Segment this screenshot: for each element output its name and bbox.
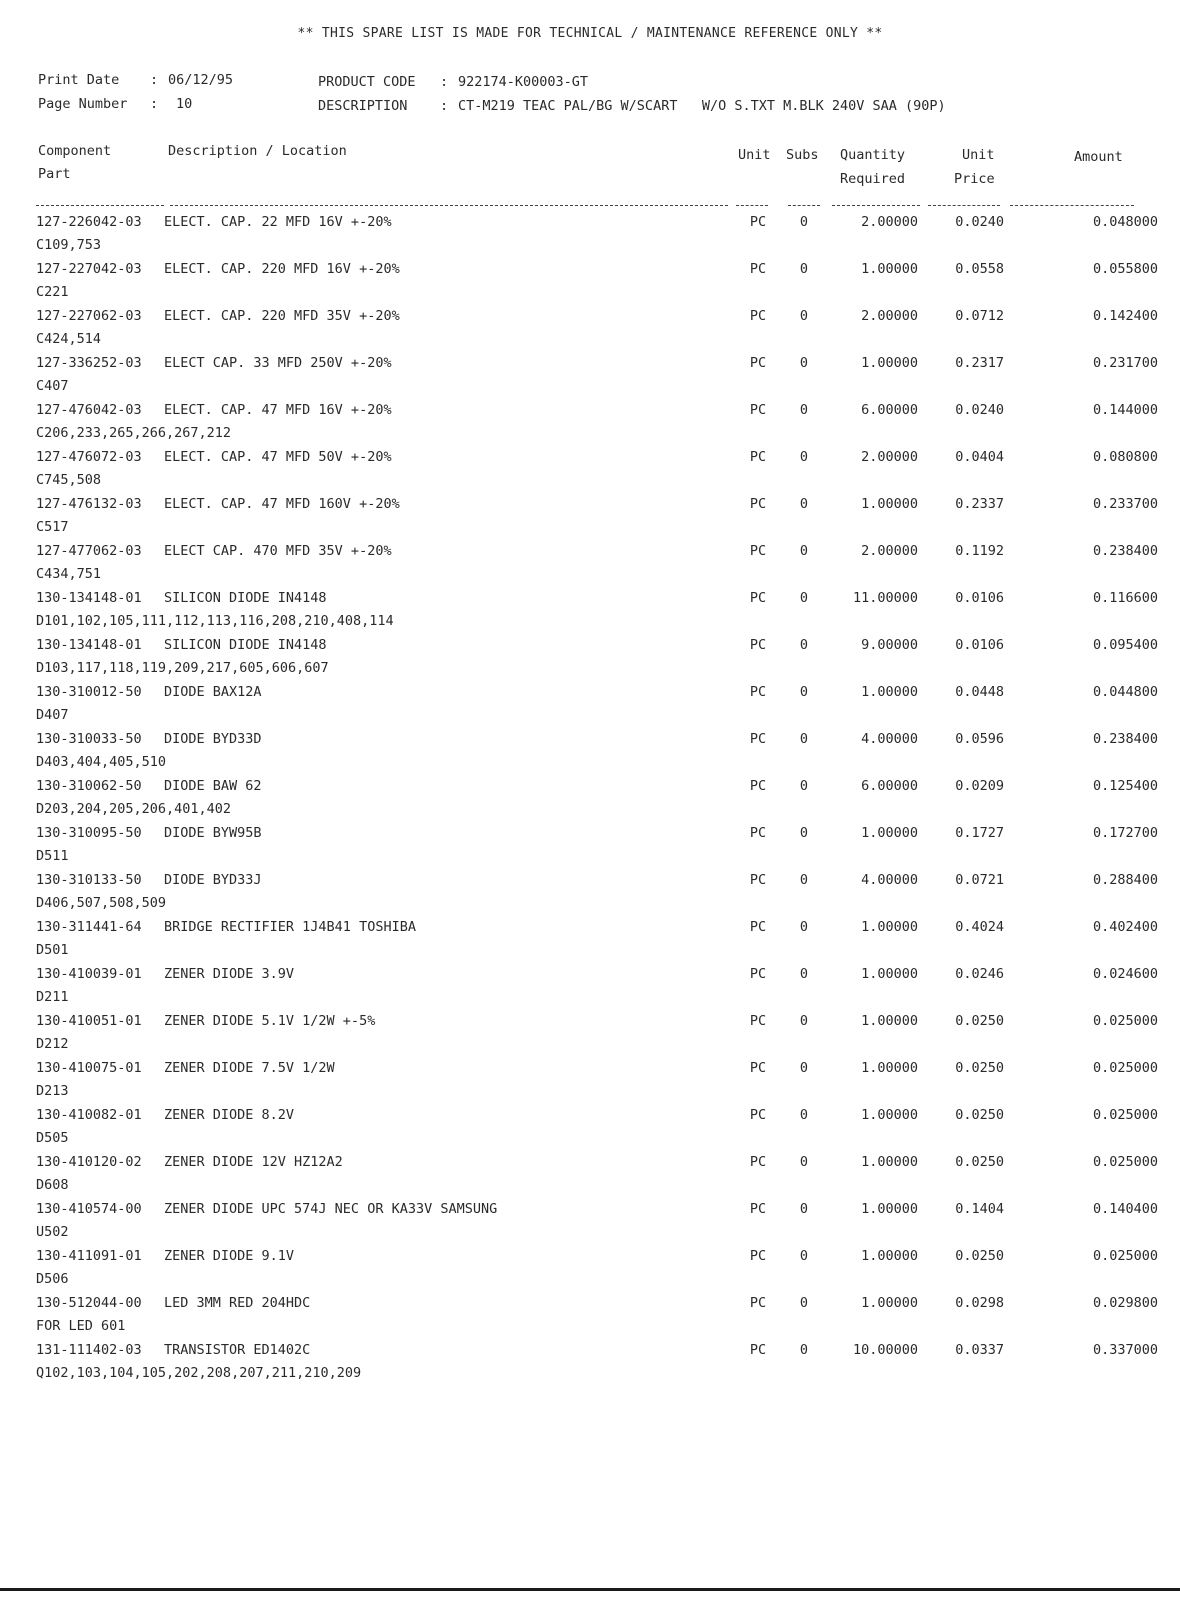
part-quantity: 2.00000 — [861, 448, 918, 465]
part-subs: 0 — [799, 1247, 809, 1264]
part-number: 130-410574-00 — [36, 1200, 142, 1217]
part-location: D403,404,405,510 — [36, 754, 167, 771]
part-unit-price: 0.2317 — [955, 354, 1004, 371]
part-amount: 0.231700 — [1092, 354, 1158, 371]
part-number: 130-134148-01 — [36, 589, 142, 606]
part-unit: PC — [749, 871, 767, 888]
part-location: C407 — [36, 378, 69, 395]
part-unit-price: 0.0106 — [955, 636, 1004, 653]
part-unit: PC — [749, 1294, 767, 1311]
part-description: ELECT. CAP. 220 MFD 16V +-20% — [164, 260, 400, 277]
part-amount: 0.144000 — [1092, 401, 1158, 418]
table-row-location — [36, 657, 1158, 681]
part-quantity: 1.00000 — [861, 683, 918, 700]
part-location: D101,102,105,111,112,113,116,208,210,408,114 — [36, 613, 394, 630]
separator-price — [928, 205, 1000, 206]
part-location: C206,233,265,266,267,212 — [36, 425, 232, 442]
part-description: ZENER DIODE 9.1V — [164, 1247, 295, 1264]
part-number: 130-411091-01 — [36, 1247, 142, 1264]
separator-qty — [832, 205, 920, 206]
part-subs: 0 — [799, 636, 809, 653]
part-amount: 0.095400 — [1092, 636, 1158, 653]
col-price: Price — [954, 171, 995, 187]
part-amount: 0.044800 — [1092, 683, 1158, 700]
part-location: C424,514 — [36, 331, 102, 348]
table-row — [36, 492, 1158, 516]
part-subs: 0 — [799, 542, 809, 559]
col-quantity: Quantity — [840, 147, 906, 163]
part-subs: 0 — [799, 965, 809, 982]
part-unit-price: 0.4024 — [955, 918, 1004, 935]
table-row — [36, 1056, 1158, 1080]
table-row-location — [36, 1315, 1158, 1339]
part-unit: PC — [749, 589, 767, 606]
part-description: DIODE BAX12A — [164, 683, 262, 700]
part-unit: PC — [749, 307, 767, 324]
part-unit-price: 0.0246 — [955, 965, 1004, 982]
part-number: 127-226042-03 — [36, 213, 142, 230]
part-subs: 0 — [799, 589, 809, 606]
table-row-location — [36, 986, 1158, 1010]
table-row — [36, 774, 1158, 798]
part-description: ELECT. CAP. 47 MFD 50V +-20% — [164, 448, 392, 465]
part-description: ELECT. CAP. 220 MFD 35V +-20% — [164, 307, 400, 324]
table-row-location — [36, 1362, 1158, 1386]
part-location: D406,507,508,509 — [36, 895, 167, 912]
table-row — [36, 257, 1158, 281]
table-row — [36, 445, 1158, 469]
table-row — [36, 586, 1158, 610]
part-description: DIODE BYD33J — [164, 871, 262, 888]
page-number-value: 10 — [176, 96, 193, 112]
part-unit-price: 0.0240 — [955, 213, 1004, 230]
part-unit: PC — [749, 495, 767, 512]
part-number: 127-477062-03 — [36, 542, 142, 559]
part-location: D511 — [36, 848, 69, 865]
part-description: ZENER DIODE 7.5V 1/2W — [164, 1059, 335, 1076]
table-row-location — [36, 939, 1158, 963]
part-number: 130-512044-00 — [36, 1294, 142, 1311]
parts-table-body — [36, 210, 1158, 1385]
part-number: 130-410051-01 — [36, 1012, 142, 1029]
col-amount: Amount — [1074, 149, 1123, 165]
product-code-colon: : — [440, 74, 449, 90]
table-row — [36, 915, 1158, 939]
part-location: C434,751 — [36, 566, 102, 583]
part-amount: 0.142400 — [1092, 307, 1158, 324]
table-row-location — [36, 845, 1158, 869]
part-amount: 0.025000 — [1092, 1012, 1158, 1029]
part-unit-price: 0.0337 — [955, 1341, 1004, 1358]
part-location: D213 — [36, 1083, 69, 1100]
part-number: 127-476132-03 — [36, 495, 142, 512]
part-location: C221 — [36, 284, 69, 301]
part-description: SILICON DIODE IN4148 — [164, 589, 327, 606]
print-date-colon: : — [150, 72, 159, 88]
table-row — [36, 304, 1158, 328]
part-number: 130-310095-50 — [36, 824, 142, 841]
part-quantity: 10.00000 — [852, 1341, 918, 1358]
part-amount: 0.025000 — [1092, 1153, 1158, 1170]
banner: ** THIS SPARE LIST IS MADE FOR TECHNICAL / MAINTENANCE REFERENCE ONLY ** — [297, 26, 883, 41]
part-amount: 0.172700 — [1092, 824, 1158, 841]
part-number: 130-311441-64 — [36, 918, 142, 935]
table-row — [36, 868, 1158, 892]
separator-desc — [170, 205, 728, 206]
part-unit: PC — [749, 1059, 767, 1076]
part-description: ELECT CAP. 470 MFD 35V +-20% — [164, 542, 392, 559]
table-row-location — [36, 1268, 1158, 1292]
part-unit: PC — [749, 1153, 767, 1170]
part-amount: 0.140400 — [1092, 1200, 1158, 1217]
part-unit-price: 0.0558 — [955, 260, 1004, 277]
table-row — [36, 539, 1158, 563]
part-unit: PC — [749, 1247, 767, 1264]
part-description: LED 3MM RED 204HDC — [164, 1294, 311, 1311]
part-subs: 0 — [799, 401, 809, 418]
part-description: BRIDGE RECTIFIER 1J4B41 TOSHIBA — [164, 918, 416, 935]
part-amount: 0.055800 — [1092, 260, 1158, 277]
part-quantity: 1.00000 — [861, 918, 918, 935]
table-row-location — [36, 1080, 1158, 1104]
table-row-location — [36, 1174, 1158, 1198]
part-number: 130-134148-01 — [36, 636, 142, 653]
table-row-location — [36, 469, 1158, 493]
part-subs: 0 — [799, 213, 809, 230]
part-location: C745,508 — [36, 472, 102, 489]
part-quantity: 1.00000 — [861, 260, 918, 277]
part-location: D211 — [36, 989, 69, 1006]
part-unit-price: 0.0250 — [955, 1012, 1004, 1029]
part-number: 130-310012-50 — [36, 683, 142, 700]
table-row-location — [36, 563, 1158, 587]
part-amount: 0.025000 — [1092, 1247, 1158, 1264]
part-location: D407 — [36, 707, 69, 724]
part-quantity: 1.00000 — [861, 1153, 918, 1170]
table-row-location — [36, 1221, 1158, 1245]
table-row — [36, 1103, 1158, 1127]
part-location: D103,117,118,119,209,217,605,606,607 — [36, 660, 329, 677]
separator-unit — [736, 205, 768, 206]
part-location: FOR LED 601 — [36, 1318, 126, 1335]
part-description: ZENER DIODE 8.2V — [164, 1106, 295, 1123]
part-quantity: 11.00000 — [852, 589, 918, 606]
part-location: D203,204,205,206,401,402 — [36, 801, 232, 818]
part-location: C109,753 — [36, 237, 102, 254]
part-quantity: 6.00000 — [861, 777, 918, 794]
part-number: 130-410039-01 — [36, 965, 142, 982]
table-row — [36, 1338, 1158, 1362]
print-date-label: Print Date — [38, 72, 120, 88]
col-component: Component — [38, 143, 112, 159]
part-quantity: 1.00000 — [861, 354, 918, 371]
part-location: Q102,103,104,105,202,208,207,211,210,209 — [36, 1365, 362, 1382]
part-location: U502 — [36, 1224, 69, 1241]
part-quantity: 1.00000 — [861, 1294, 918, 1311]
table-row — [36, 962, 1158, 986]
page-number-colon: : — [150, 96, 159, 112]
part-subs: 0 — [799, 918, 809, 935]
footer-rule — [0, 1588, 1180, 1591]
table-row — [36, 633, 1158, 657]
table-row-location — [36, 375, 1158, 399]
part-unit: PC — [749, 824, 767, 841]
col-required: Required — [840, 171, 906, 187]
part-subs: 0 — [799, 495, 809, 512]
part-subs: 0 — [799, 1294, 809, 1311]
part-unit: PC — [749, 1012, 767, 1029]
part-unit: PC — [749, 777, 767, 794]
part-description: ZENER DIODE UPC 574J NEC OR KA33V SAMSUNG — [164, 1200, 498, 1217]
part-quantity: 1.00000 — [861, 1200, 918, 1217]
part-number: 130-410082-01 — [36, 1106, 142, 1123]
part-number: 127-227062-03 — [36, 307, 142, 324]
part-number: 130-310062-50 — [36, 777, 142, 794]
page-number-label: Page Number — [38, 96, 128, 112]
part-quantity: 6.00000 — [861, 401, 918, 418]
part-amount: 0.080800 — [1092, 448, 1158, 465]
table-row — [36, 351, 1158, 375]
table-row-location — [36, 1127, 1158, 1151]
part-unit: PC — [749, 1106, 767, 1123]
part-subs: 0 — [799, 683, 809, 700]
separator-part — [36, 205, 164, 206]
separator-amount — [1010, 205, 1134, 206]
product-code-label: PRODUCT CODE — [318, 74, 416, 90]
part-unit-price: 0.0404 — [955, 448, 1004, 465]
part-unit-price: 0.0250 — [955, 1247, 1004, 1264]
table-row-location — [36, 422, 1158, 446]
col-subs: Subs — [786, 147, 819, 163]
part-subs: 0 — [799, 1106, 809, 1123]
part-subs: 0 — [799, 307, 809, 324]
part-description: ELECT. CAP. 47 MFD 16V +-20% — [164, 401, 392, 418]
description-colon: : — [440, 98, 449, 114]
col-unit: Unit — [738, 147, 771, 163]
part-unit-price: 0.1727 — [955, 824, 1004, 841]
part-description: ZENER DIODE 3.9V — [164, 965, 295, 982]
part-subs: 0 — [799, 824, 809, 841]
part-unit: PC — [749, 213, 767, 230]
part-unit-price: 0.0106 — [955, 589, 1004, 606]
part-subs: 0 — [799, 260, 809, 277]
part-quantity: 9.00000 — [861, 636, 918, 653]
part-unit-price: 0.0298 — [955, 1294, 1004, 1311]
part-quantity: 1.00000 — [861, 495, 918, 512]
part-unit: PC — [749, 683, 767, 700]
part-unit-price: 0.1192 — [955, 542, 1004, 559]
table-row-location — [36, 798, 1158, 822]
part-amount: 0.029800 — [1092, 1294, 1158, 1311]
table-row-location — [36, 610, 1158, 634]
part-location: D608 — [36, 1177, 69, 1194]
part-quantity: 1.00000 — [861, 1012, 918, 1029]
part-location: C517 — [36, 519, 69, 536]
part-unit: PC — [749, 448, 767, 465]
part-location: D506 — [36, 1271, 69, 1288]
table-row — [36, 398, 1158, 422]
part-unit-price: 0.0250 — [955, 1059, 1004, 1076]
table-row — [36, 1009, 1158, 1033]
table-row-location — [36, 892, 1158, 916]
part-amount: 0.238400 — [1092, 730, 1158, 747]
table-row-location — [36, 1033, 1158, 1057]
part-amount: 0.238400 — [1092, 542, 1158, 559]
part-unit-price: 0.0712 — [955, 307, 1004, 324]
parts-table — [36, 210, 1158, 1385]
part-subs: 0 — [799, 1059, 809, 1076]
part-number: 127-227042-03 — [36, 260, 142, 277]
part-quantity: 2.00000 — [861, 542, 918, 559]
part-location: D505 — [36, 1130, 69, 1147]
part-number: 130-410075-01 — [36, 1059, 142, 1076]
table-row — [36, 210, 1158, 234]
part-description: TRANSISTOR ED1402C — [164, 1341, 311, 1358]
col-part: Part — [38, 166, 71, 182]
table-row — [36, 1197, 1158, 1221]
part-description: DIODE BYD33D — [164, 730, 262, 747]
part-unit-price: 0.0240 — [955, 401, 1004, 418]
separator-subs — [788, 205, 820, 206]
part-quantity: 1.00000 — [861, 824, 918, 841]
table-row-location — [36, 328, 1158, 352]
product-code-value: 922174-K00003-GT — [458, 74, 589, 90]
part-number: 130-410120-02 — [36, 1153, 142, 1170]
table-row — [36, 821, 1158, 845]
part-description: ZENER DIODE 5.1V 1/2W +-5% — [164, 1012, 376, 1029]
part-subs: 0 — [799, 1341, 809, 1358]
part-amount: 0.116600 — [1092, 589, 1158, 606]
part-amount: 0.025000 — [1092, 1106, 1158, 1123]
part-quantity: 2.00000 — [861, 213, 918, 230]
part-amount: 0.024600 — [1092, 965, 1158, 982]
part-subs: 0 — [799, 1200, 809, 1217]
part-description: DIODE BYW95B — [164, 824, 262, 841]
table-row-location — [36, 281, 1158, 305]
part-unit: PC — [749, 965, 767, 982]
part-description: SILICON DIODE IN4148 — [164, 636, 327, 653]
part-number: 127-476072-03 — [36, 448, 142, 465]
part-subs: 0 — [799, 1153, 809, 1170]
part-subs: 0 — [799, 777, 809, 794]
part-quantity: 2.00000 — [861, 307, 918, 324]
part-unit-price: 0.0596 — [955, 730, 1004, 747]
part-description: ZENER DIODE 12V HZ12A2 — [164, 1153, 343, 1170]
table-row — [36, 680, 1158, 704]
part-location: D501 — [36, 942, 69, 959]
part-description: ELECT CAP. 33 MFD 250V +-20% — [164, 354, 392, 371]
part-subs: 0 — [799, 354, 809, 371]
part-number: 127-476042-03 — [36, 401, 142, 418]
part-number: 131-111402-03 — [36, 1341, 142, 1358]
description-value: CT-M219 TEAC PAL/BG W/SCART W/O S.TXT M.BLK 240V SAA (90P) — [458, 98, 946, 114]
part-unit: PC — [749, 1341, 767, 1358]
part-quantity: 1.00000 — [861, 965, 918, 982]
part-unit-price: 0.1404 — [955, 1200, 1004, 1217]
part-description: ELECT. CAP. 22 MFD 16V +-20% — [164, 213, 392, 230]
part-unit-price: 0.0448 — [955, 683, 1004, 700]
table-row-location — [36, 234, 1158, 258]
print-date-value: 06/12/95 — [168, 72, 234, 88]
part-unit: PC — [749, 260, 767, 277]
part-subs: 0 — [799, 730, 809, 747]
part-number: 130-310133-50 — [36, 871, 142, 888]
part-unit-price: 0.0209 — [955, 777, 1004, 794]
table-row-location — [36, 751, 1158, 775]
part-amount: 0.402400 — [1092, 918, 1158, 935]
part-number: 127-336252-03 — [36, 354, 142, 371]
part-location: D212 — [36, 1036, 69, 1053]
part-subs: 0 — [799, 448, 809, 465]
part-amount: 0.288400 — [1092, 871, 1158, 888]
table-row-location — [36, 516, 1158, 540]
part-unit-price: 0.0250 — [955, 1153, 1004, 1170]
part-subs: 0 — [799, 871, 809, 888]
part-unit: PC — [749, 636, 767, 653]
part-number: 130-310033-50 — [36, 730, 142, 747]
part-amount: 0.125400 — [1092, 777, 1158, 794]
part-unit: PC — [749, 401, 767, 418]
part-amount: 0.233700 — [1092, 495, 1158, 512]
part-unit-price: 0.2337 — [955, 495, 1004, 512]
table-row — [36, 727, 1158, 751]
part-amount: 0.025000 — [1092, 1059, 1158, 1076]
part-amount: 0.048000 — [1092, 213, 1158, 230]
part-amount: 0.337000 — [1092, 1341, 1158, 1358]
table-row — [36, 1291, 1158, 1315]
part-unit-price: 0.0721 — [955, 871, 1004, 888]
table-row — [36, 1244, 1158, 1268]
part-quantity: 4.00000 — [861, 871, 918, 888]
part-unit: PC — [749, 354, 767, 371]
part-quantity: 4.00000 — [861, 730, 918, 747]
table-row-location — [36, 704, 1158, 728]
part-quantity: 1.00000 — [861, 1247, 918, 1264]
part-quantity: 1.00000 — [861, 1106, 918, 1123]
part-subs: 0 — [799, 1012, 809, 1029]
table-row — [36, 1150, 1158, 1174]
col-unit-price-top: Unit — [962, 147, 995, 163]
part-unit: PC — [749, 918, 767, 935]
part-unit: PC — [749, 730, 767, 747]
part-quantity: 1.00000 — [861, 1059, 918, 1076]
part-description: ELECT. CAP. 47 MFD 160V +-20% — [164, 495, 400, 512]
description-label: DESCRIPTION — [318, 98, 408, 114]
part-unit: PC — [749, 1200, 767, 1217]
part-unit-price: 0.0250 — [955, 1106, 1004, 1123]
part-description: DIODE BAW 62 — [164, 777, 262, 794]
col-desc-location: Description / Location — [168, 143, 347, 159]
part-unit: PC — [749, 542, 767, 559]
